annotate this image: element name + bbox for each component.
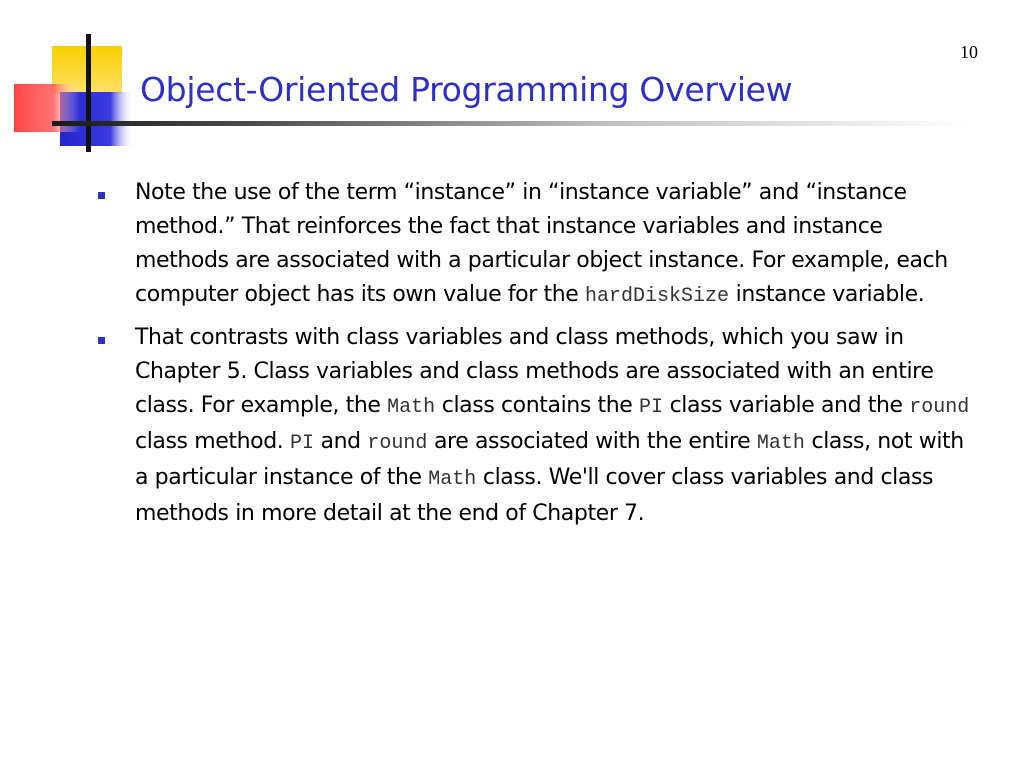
bullet-text: class contains the (435, 393, 639, 418)
inline-code: Math (756, 432, 805, 455)
inline-code: PI (289, 432, 314, 455)
bullet-text: class method. (135, 429, 290, 454)
title-underline-rule (52, 121, 972, 126)
bullet-text: That contrasts with class variables and class methods, which you saw in Chapter 5. Class variables and class methods are associated with an entire class. For example, the (135, 325, 934, 418)
square-bullet-icon (98, 192, 105, 199)
bullet-item (96, 321, 976, 531)
bullet-text: class, not with a particular instance of the (135, 429, 964, 490)
bullet-text: instance variable. (729, 282, 925, 307)
bullet-list (96, 176, 976, 538)
bullet-item (96, 176, 976, 314)
bullet-text: Note the use of the term “instance” in “instance variable” and “instance method.” That reinforces the fact that instance variables and instance methods are associated with a particular object instance. For example, each computer object has its own value for the (135, 180, 948, 307)
inline-code: Math (387, 396, 436, 419)
inline-code: hardDiskSize (584, 285, 730, 308)
decorative-blocks-logo (0, 0, 160, 160)
bullet-text: are associated with the entire (427, 429, 757, 454)
blocks-logo-icon (0, 0, 160, 160)
bullet-text: class. We'll cover class variables and class methods in more detail at the end of Chapter 7. (135, 465, 934, 526)
inline-code: PI (639, 396, 664, 419)
inline-code: Math (428, 468, 477, 491)
inline-code: round (367, 432, 428, 455)
slide-number: 10 (960, 42, 978, 62)
square-bullet-icon (98, 337, 105, 344)
bullet-text: and (313, 429, 368, 454)
bullet-text: class variable and the (663, 393, 910, 418)
slide-title: Object-Oriented Programming Overview (140, 70, 793, 109)
inline-code: round (909, 396, 970, 419)
